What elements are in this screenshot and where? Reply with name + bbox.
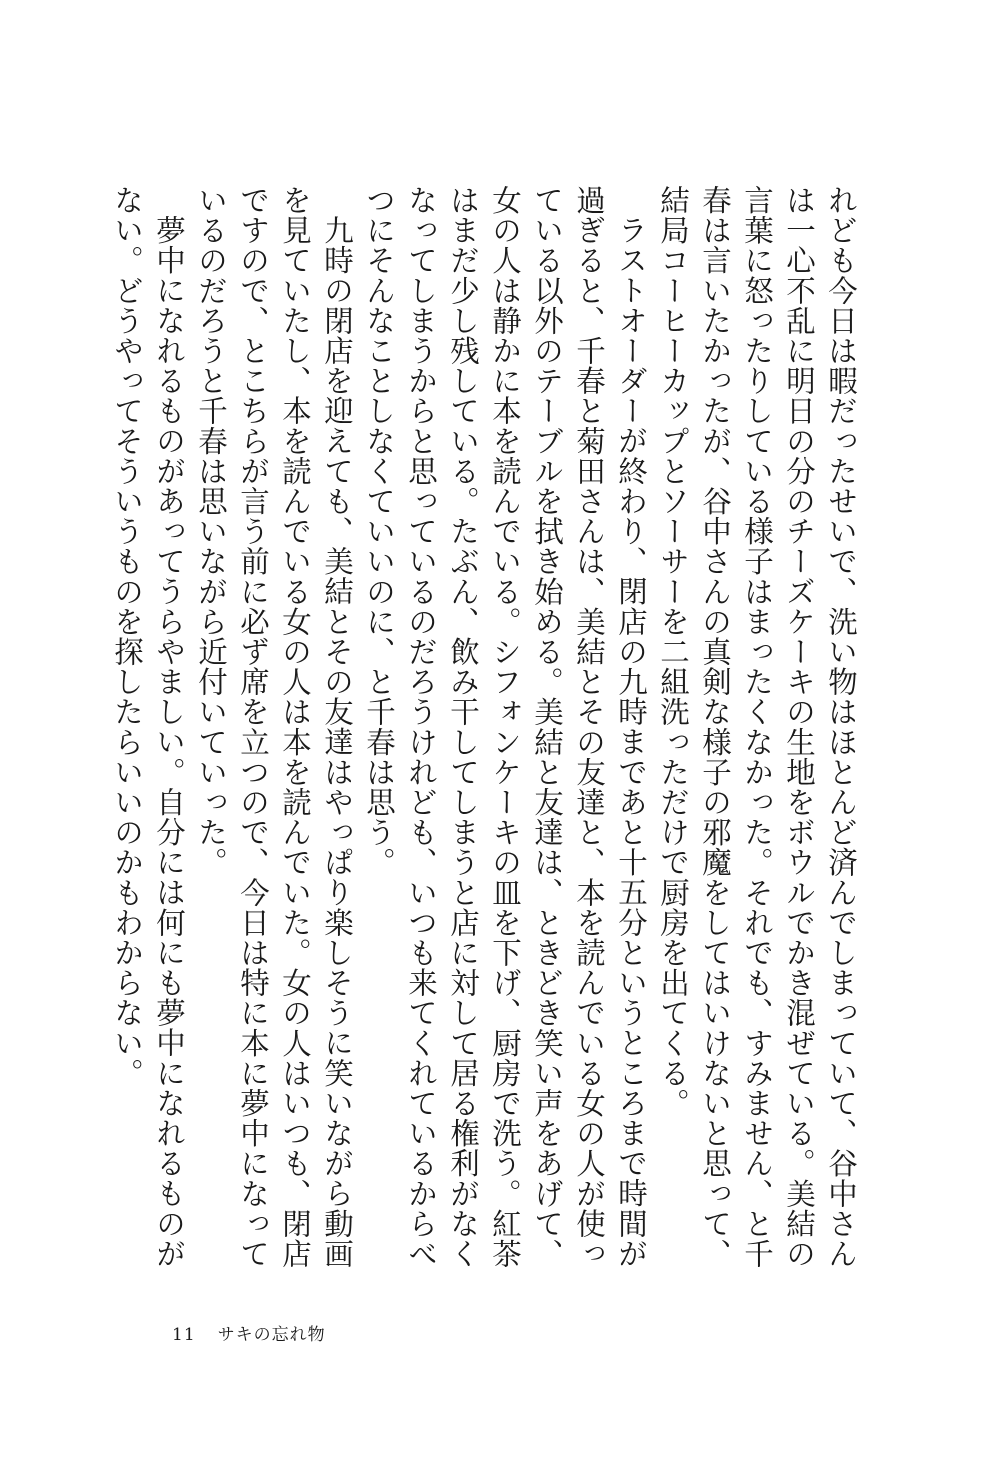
- body-text: [110, 185, 862, 1295]
- running-title: サキの忘れ物: [217, 1325, 326, 1345]
- paragraph-3: 九時の閉店を迎えても、美結とその友達はやっぱり楽しそうに笑いながら動画を見ていたし、本を読んでいる女の人は本を読んでいた。女の人はいつも、閉店ですので、とこちらが言う前に必ず席を立つので、今日は特に本に夢中になっているのだろうと千春は思いながら近付いていった。: [194, 185, 354, 1269]
- paragraph-2: ラストオーダーが終わり、閉店の九時まであと十五分というところまで時間が過ぎると、千春と菊田さんは、美結とその友達と、本を読んでいる女の人が使っている以外のテーブルを拭き始める。美結と友達は、ときどき笑い声をあげて、女の人は静かに本を読んでいる。シフォンケーキの皿を下げ、厨房で洗う。紅茶はまだ少し残している。たぶん、飲み干してしまうと店に対して居る権利がなくなってしまうからと思っているのだろうけれども、いつも来てくれているからべつにそんなことしなくていいのに、と千春は思う。: [362, 185, 648, 1269]
- page-number: 11: [172, 1325, 196, 1345]
- paragraph-1: れども今日は暇だったせいで、洗い物はほとんど済んでしまっていて、谷中さんは一心不乱に明日の分のチーズケーキの生地をボウルでかき混ぜている。美結の言葉に怒ったりしている様子はまったくなかった。それでも、すみません、と千春は言いたかったが、谷中さんの真剣な様子の邪魔をしてはいけないと思って、結局コーヒーカップとソーサーを二組洗っただけで厨房を出てくる。: [656, 185, 858, 1269]
- paragraph-4: 夢中になれるものがあってうらやましい。自分には何にも夢中になれるものがない。どうやってそういうものを探したらいいのかもわからない。: [110, 185, 186, 1268]
- page-footer: [172, 1320, 326, 1345]
